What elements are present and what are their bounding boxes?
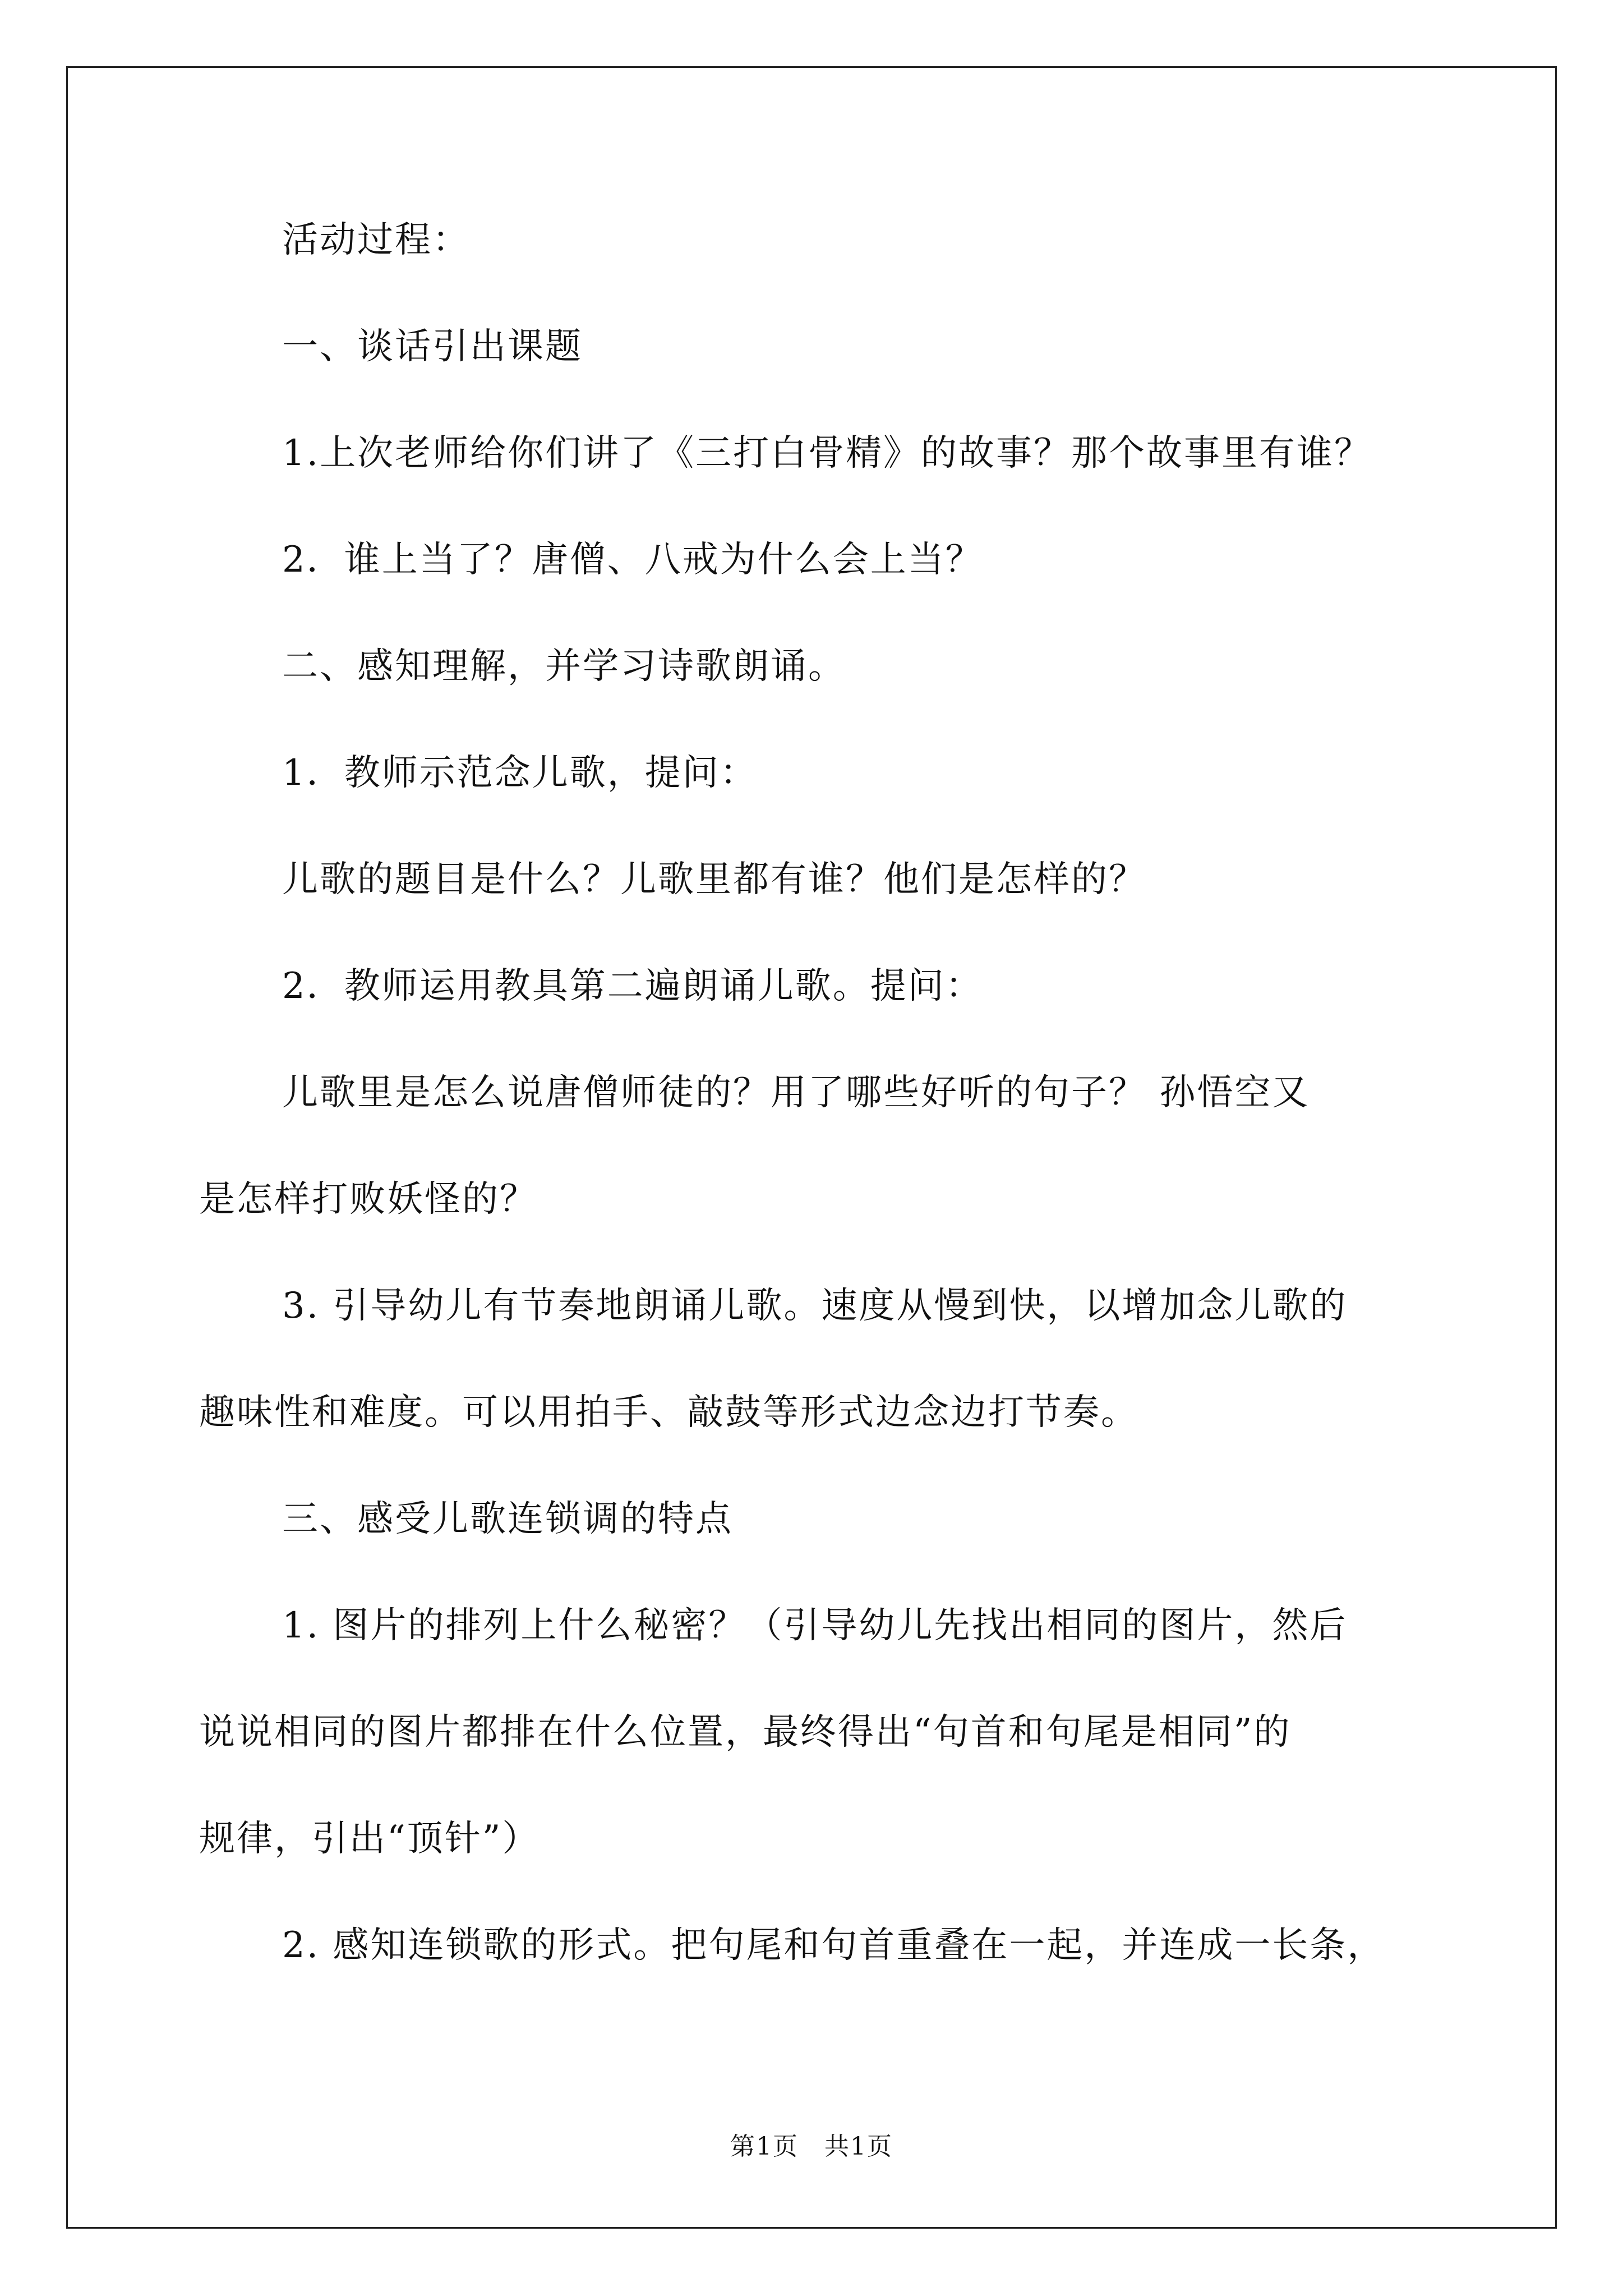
section-heading (199, 639, 1436, 693)
section-heading (199, 320, 1436, 374)
text-line: 2．谁上当了？唐僧、八戒为什么会上当？ (282, 539, 983, 581)
text-line: 儿歌的题目是什么？儿歌里都有谁？他们是怎样的？ (282, 859, 1146, 900)
text-line: 说说相同的图片都排在什么位置，最终得出“句首和句尾是相同”的 (199, 1711, 1292, 1753)
text-line: 1．教师示范念儿歌，提问： (282, 752, 758, 794)
paragraph (199, 1066, 1436, 1226)
text-line: 2．教师运用教具第二遍朗诵儿歌。提问： (282, 965, 983, 1007)
page-number: 第1页 共1页 (730, 2132, 893, 2161)
paragraph (199, 1599, 1436, 1866)
document-body (199, 213, 1436, 2025)
paragraph (199, 533, 1436, 587)
text-line: 3. 引导幼儿有节奏地朗诵儿歌。速度从慢到快，以增加念儿歌的 (282, 1285, 1348, 1327)
text-line: 儿歌里是怎么说唐僧师徒的？用了哪些好听的句子？ 孙悟空又 (282, 1072, 1310, 1114)
text-line: 规律，引出“顶针”） (199, 1818, 540, 1860)
section-heading (199, 1492, 1436, 1546)
text-line: 1. 图片的排列上什么秘密？（引导幼儿先找出相同的图片，然后 (282, 1605, 1348, 1646)
text-line: 趣味性和难度。可以用拍手、敲鼓等形式边念边打节奏。 (199, 1392, 1138, 1433)
paragraph (199, 959, 1436, 1013)
text-line: 1.上次老师给你们讲了《三打白骨精》的故事？那个故事里有谁？ (282, 432, 1372, 474)
paragraph (199, 1279, 1436, 1439)
paragraph (199, 746, 1436, 800)
text-line: 2. 感知连锁歌的形式。把句尾和句首重叠在一起，并连成一长条， (282, 1925, 1385, 1966)
text-line: 是怎样打败妖怪的？ (199, 1179, 537, 1220)
text-line: 一、谈话引出课题 (282, 326, 583, 367)
paragraph (199, 213, 1436, 267)
paragraph (199, 426, 1436, 480)
text-line: 三、感受儿歌连锁调的特点 (282, 1498, 733, 1540)
text-line: 活动过程： (282, 219, 470, 261)
text-line: 二、感知理解，并学习诗歌朗诵。 (282, 646, 846, 687)
paragraph (199, 1918, 1436, 1972)
paragraph (199, 853, 1436, 907)
